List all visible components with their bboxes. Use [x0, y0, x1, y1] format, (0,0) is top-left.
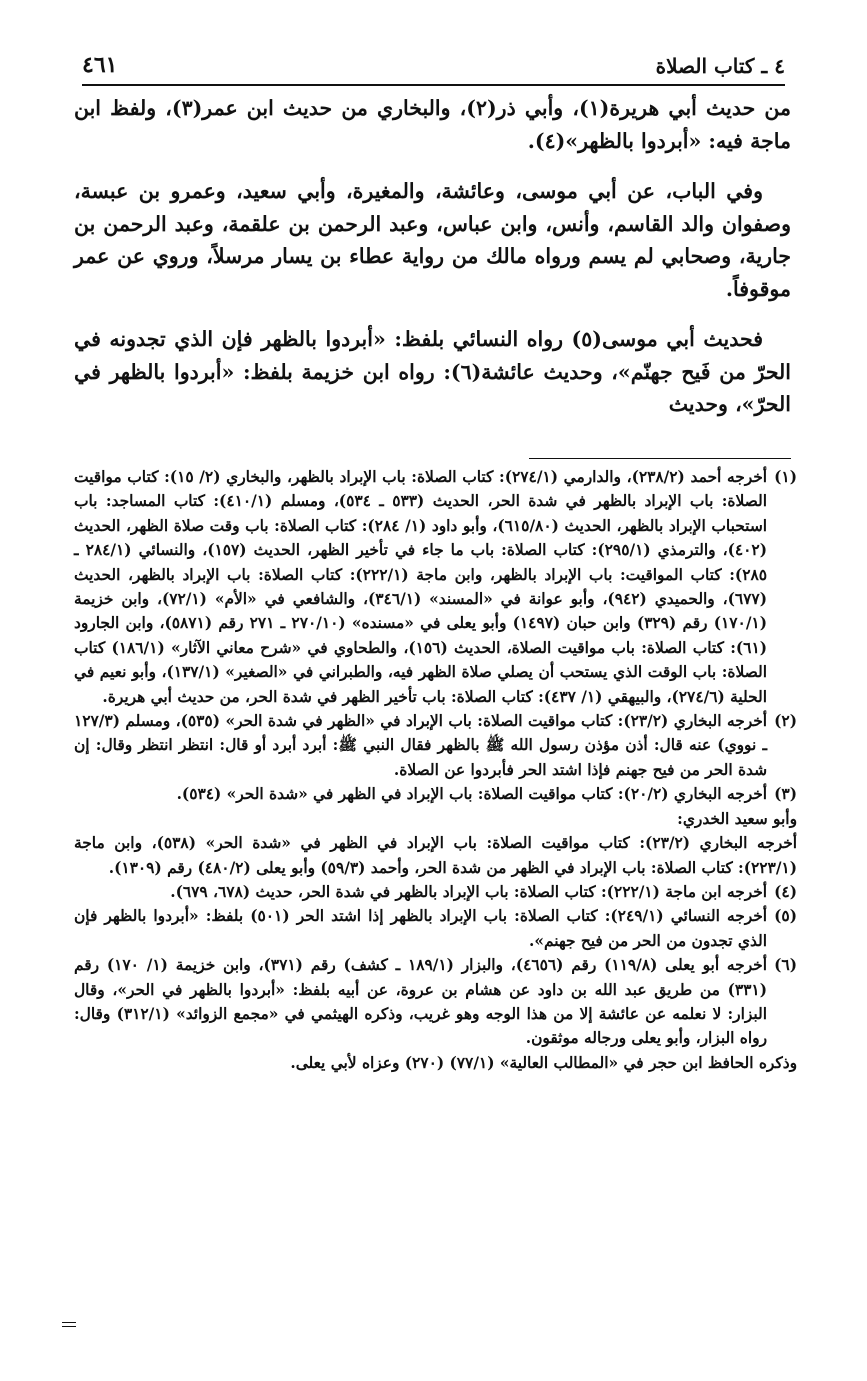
footnote-continuation: وذكره الحافظ ابن حجر في «المطالب العالية» (٧٧/١) (٢٧٠) وعزاه لأبي يعلى.	[290, 1053, 797, 1072]
main-text	[74, 92, 791, 439]
chapter-title: ٤ ـ كتاب الصلاة	[655, 54, 785, 78]
page-header	[82, 44, 785, 86]
paragraph: وفي الباب، عن أبي موسى، وعائشة، والمغيرة، وأبي سعيد، وعمرو بن عبسة، وصفوان والد القاسم، وأنس، وابن عباس، وعبد الرحمن بن علقمة، وعبد الرحمن بن جارية، وصحابي لم يسم ورواه مالك من رواية عطاء بن يسار مرسلاً، وروي عن عمر موقوفاً.	[74, 179, 791, 301]
footnote	[74, 904, 797, 953]
footnote-continuation: أخرجه البخاري (٢٣/٢): كتاب مواقيت الصلاة: باب الإبراد في الظهر في «شدة الحر» (٥٣٨)، وابن ماجة (٢٢٣/١): كتاب الصلاة: باب الإبراد في الظهر من شدة الحر، وأحمد (٥٩/٣) وأبو يعلى (٤٨٠/٢) رقم (١٣٠٩).	[74, 834, 798, 877]
footnote	[74, 953, 797, 1051]
footnote-text: أخرجه النسائي (٢٤٩/١): كتاب الصلاة: باب الإبراد بالظهر إذا اشتد الحر (٥٠١) بلفظ: «أبردوا بالظهر فإن الذي تجدون من الحر من فيح جهنم».	[74, 907, 767, 950]
footnote-number: (٣)	[774, 785, 797, 804]
continuation-mark	[62, 1322, 76, 1323]
footnote	[74, 880, 797, 904]
paragraph: من حديث أبي هريرة(١)، وأبي ذر(٢)، والبخاري من حديث ابن عمر(٣)، ولفظ ابن ماجة فيه: «أبردوا بالظهر»(٤).	[74, 96, 791, 153]
footnote-separator	[529, 458, 791, 459]
footnote-text: أخرجه أحمد (٢٣٨/٢)، والدارمي (٢٧٤/١): كتاب الصلاة: باب الإبراد بالظهر، والبخاري (٢/ ١٥): كتاب مواقيت الصلاة: باب الإبراد بالظهر في شدة الحر، الحديث (٥٣٣ ـ ٥٣٤)، ومسلم (٤١٠/١): كتاب المساجد: باب استحباب الإبراد بالظهر، الحديث (٦١٥/٨٠)، وأبو داود (١/ ٢٨٤): كتاب الصلاة: باب وقت صلاة الظهر، الحديث (٤٠٢)، والترمذي (٢٩٥/١): كتاب الصلاة: باب ما جاء في تأخير الظهر، الحديث (١٥٧)، والنسائي (٢٨٤/١ ـ ٢٨٥): كتاب المواقيت: باب الإبراد بالظهر، وابن ماجة (٢٢٢/١): كتاب الصلاة: باب الإبراد بالظهر، الحديث (٦٧٧)، والحميدي (٩٤٢)، وأبو عوانة في «المسند» (٣٤٦/١)، والشافعي في «الأم» (٧٢/١)، وابن خزيمة (١٧٠/١) رقم (٣٢٩) وابن حبان (١٤٩٧) وأبو يعلى في «مسنده» (٢٧٠/١٠ ـ ٢٧١ رقم (٥٨٧١)، وابن الجارود (٦١): كتاب الصلاة: باب مواقيت الصلاة، الحديث (١٥٦)، والطحاوي في «شرح معاني الآثار» (١٨٦/١) كتاب الصلاة: باب الوقت الذي يستحب أن يصلي صلاة الظهر فيه، والطبراني في «الصغير» (١٣٧/١)، وأبو نعيم في الحلية (٢٧٤/٦)، والبيهقي (١/ ٤٣٧): كتاب الصلاة: باب تأخير الظهر في شدة الحر، من حديث أبي هريرة.	[74, 468, 768, 706]
footnote-number: (٥)	[774, 907, 797, 926]
footnote-number: (٤)	[774, 882, 797, 901]
footnote-number: (٢)	[774, 712, 797, 731]
footnote	[74, 465, 797, 709]
footnote	[74, 709, 797, 782]
footnote-number: (١)	[774, 468, 797, 486]
footnote-number: (٦)	[774, 956, 797, 975]
footnote	[74, 782, 797, 806]
footnote-text: أخرجه أبو يعلى (١١٩/٨) رقم (٤٦٥٦)، والبزار (١٨٩/١ ـ كشف) رقم (٣٧١)، وابن خزيمة (١/ ١٧٠) رقم (٣٣١) من طريق عبد الله بن داود عن هشام بن عروة، عن أبيه بلفظ: «أبردوا بالظهر في الحر»، وقال البزار: لا نعلمه عن عائشة إلا من هذا الوجه وهو غريب، وذكره الهيثمي في «مجمع الزوائد» (٣١٢/١) وقال: رواه البزار، وأبو يعلى ورجاله موثقون.	[74, 956, 767, 1048]
continuation-mark	[62, 1326, 76, 1327]
footnote-text: أخرجه البخاري (٢٠/٢): كتاب مواقيت الصلاة: باب الإبراد في الظهر في «شدة الحر» (٥٣٤).	[176, 785, 767, 804]
footnote-text: أخرجه ابن ماجة (٢٢٢/١): كتاب الصلاة: باب الإبراد بالظهر في شدة الحر، حديث (٦٧٨، ٦٧٩).	[170, 882, 767, 901]
footnote-continuation: وأبو سعيد الخدري:	[677, 809, 797, 828]
page-number: ٤٦١	[82, 52, 118, 78]
paragraph: فحديث أبي موسى(٥) رواه النسائي بلفظ: «أبردوا بالظهر فإن الذي تجدونه في الحرّ من فَيح جهنّم»، وحديث عائشة(٦): رواه ابن خزيمة بلفظ: «أبردوا بالظهر في الحرّ»، وحديث	[74, 327, 792, 416]
footnote-text: أخرجه البخاري (٢٣/٢): كتاب مواقيت الصلاة: باب الإبراد في «الظهر في شدة الحر» (٥٣٥)، ومسلم (١٢٧/٣ ـ نووي) عنه قال: أذن مؤذن رسول الله ﷺ بالظهر فقال النبي ﷺ: أبرد أبرد أو قال: انتظر انتظر وقال: إن شدة الحر من فيح جهنم فإذا اشتد الحر فأبردوا عن الصلاة.	[74, 712, 767, 779]
footnotes	[74, 465, 797, 1075]
